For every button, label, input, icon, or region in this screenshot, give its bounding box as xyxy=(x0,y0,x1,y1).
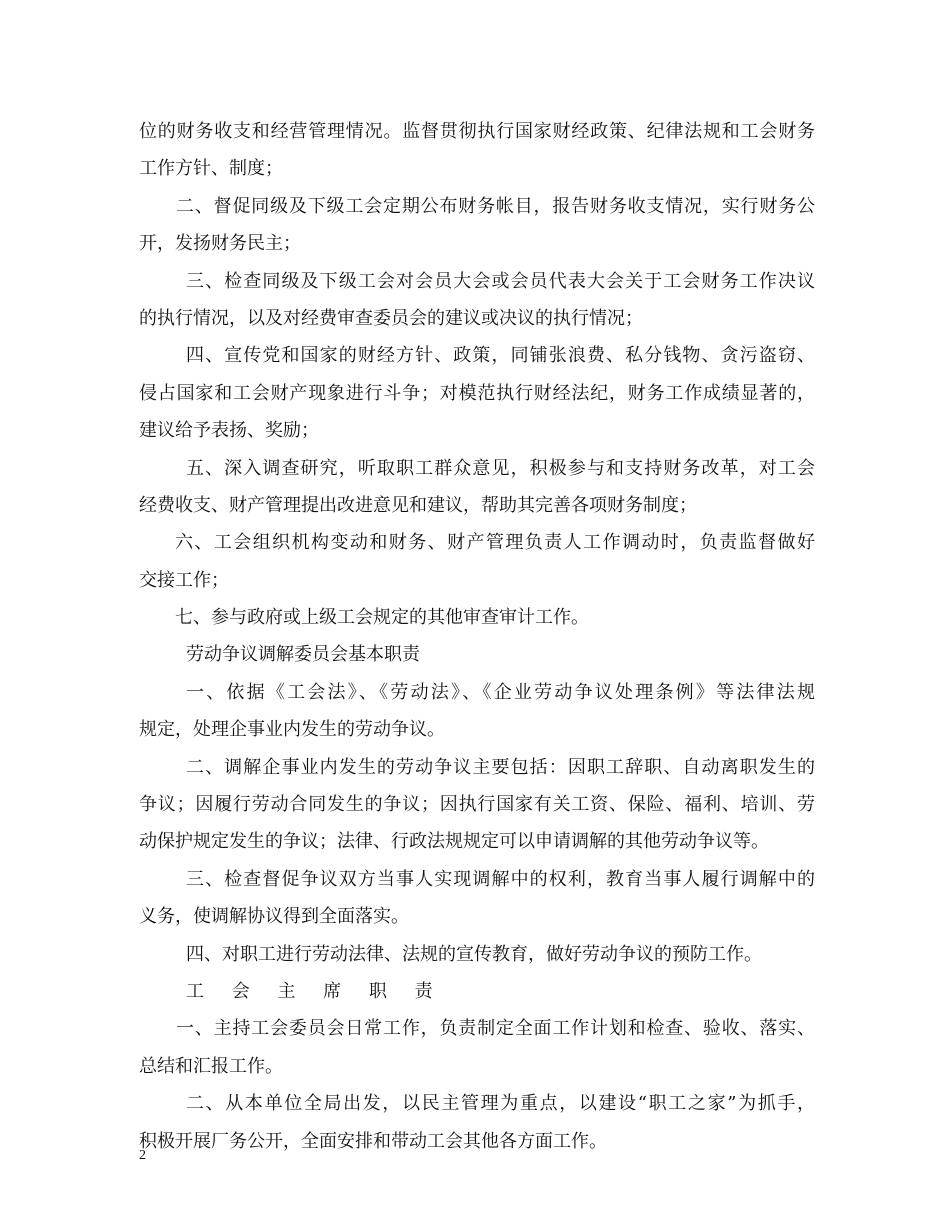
text-line: 四、对职工进行劳动法律、法规的宣传教育，做好劳动争议的预防工作。 xyxy=(186,943,762,965)
text-line: 二、督促同级及下级工会定期公布财务帐目，报告财务收支情况，实行财务公 xyxy=(176,195,815,217)
text-line: 七、参与政府或上级工会规定的其他审查审计工作。 xyxy=(175,607,589,629)
text-line: 开，发扬财务民主； xyxy=(139,233,301,255)
section-heading: 劳动争议调解委员会基本职责 xyxy=(186,644,420,666)
text-line: 侵占国家和工会财产现象进行斗争；对模范执行财经法纪，财务工作成绩显著的， xyxy=(139,382,815,404)
text-line: 工作方针、制度； xyxy=(139,158,283,180)
text-line: 三、检查同级及下级工会对会员大会或会员代表大会关于工会财务工作决议 xyxy=(186,270,815,292)
text-line: 二、调解企事业内发生的劳动争议主要包括：因职工辞职、自动离职发生的 xyxy=(186,756,815,778)
text-line: 三、检查督促争议双方当事人实现调解中的权利，教育当事人履行调解中的 xyxy=(186,868,815,890)
text-line: 六、工会组织机构变动和财务、财产管理负责人工作调动时，负责监督做好 xyxy=(175,532,815,554)
document-body xyxy=(139,113,815,1160)
text-line: 二、从本单位全局出发，以民主管理为重点，以建设“职工之家”为抓手， xyxy=(186,1093,815,1115)
text-line: 四、宣传党和国家的财经方针、政策，同铺张浪费、私分钱物、贪污盗窃、 xyxy=(186,345,815,367)
text-line: 经费收支、财产管理提出改进意见和建议，帮助其完善各项财务制度； xyxy=(139,494,697,516)
page-number: 2 xyxy=(139,1148,146,1163)
text-line: 动保护规定发生的争议；法律、行政法规规定可以申请调解的其他劳动争议等。 xyxy=(139,831,769,853)
text-line: 交接工作； xyxy=(139,569,229,591)
text-line: 五、深入调查研究，听取职工群众意见，积极参与和支持财务改革，对工会 xyxy=(186,457,815,479)
text-line: 积极开展厂务公开，全面安排和带动工会其他各方面工作。 xyxy=(139,1130,607,1152)
text-line: 的执行情况，以及对经费审查委员会的建议或决议的执行情况； xyxy=(139,307,643,329)
text-line: 一、依据《工会法》、《劳动法》、《企业劳动争议处理条例》等法律法规 xyxy=(186,681,815,703)
text-line: 义务，使调解协议得到全面落实。 xyxy=(139,906,409,928)
text-line: 规定，处理企事业内发生的劳动争议。 xyxy=(139,719,445,741)
text-line: 建议给予表扬、奖励； xyxy=(139,420,319,442)
text-line: 位的财务收支和经营管理情况。监督贯彻执行国家财经政策、纪律法规和工会财务 xyxy=(139,121,815,142)
text-line: 总结和汇报工作。 xyxy=(139,1055,283,1077)
text-line: 一、主持工会委员会日常工作，负责制定全面工作计划和检查、验收、落实、 xyxy=(176,1018,815,1040)
section-heading: 工 会 主 席 职 责 xyxy=(186,980,444,1002)
text-line: 争议；因履行劳动合同发生的争议；因执行国家有关工资、保险、福利、培训、劳 xyxy=(139,794,815,816)
